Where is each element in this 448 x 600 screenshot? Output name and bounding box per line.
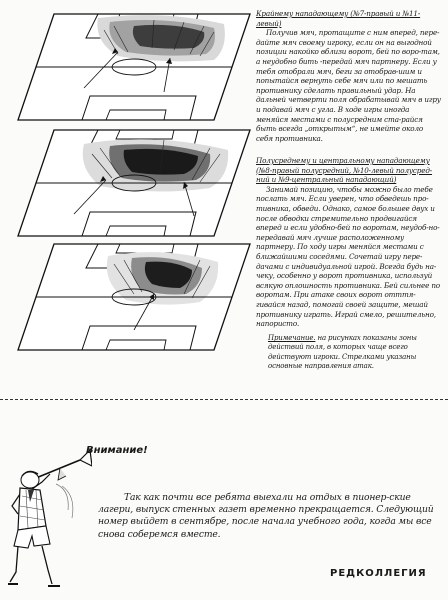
section-winger-heading: Крайнему нападающему (№7-правый и №11-левый): [256, 9, 421, 28]
note-label: Примечание.: [268, 334, 316, 342]
section-inside-forward-body: Занимай позицию, чтобы можно было тебе послать мяч. Если уверен, что обведешь про-тивника, обведи. Однако, самое большее двух и после обводки стремительно продвигайся вперед и если удобно-бей по воротам, неудоб-но-передавай мяч лучше расположенному партнеру. По ходу игры меняйся местами с ближайшими соседями. Сочетай игру пере-дачами с индивидуальной игрой. Всегда будь на-чеку, особенно у ворот противника, используй всякую оплошность противника. Бей сильнее по воротам. При атаке своих ворот отття-гивайся назад, помогай своей защите, мешай противнику играть. Играй смело, решительно, напористо.: [256, 184, 440, 329]
announcement-text: Так как почти все ребята выехали на отдых в пионер-ские лагери, выпуск стенных газет временно прекращается. Следующий номер выйдет в сентябре, после начала учебного года, когда мы все снова соберемся вместе.: [98, 492, 434, 540]
attention-heading: Внимание!: [86, 445, 148, 456]
editorial-signature: РЕДКОЛЛЕГИЯ: [330, 568, 427, 579]
section-inside-forward: [256, 156, 442, 329]
section-winger-body: Получив мяч, протащите с ним вперед, пере-дайте мяч своему игроку, если он на выгодной позиции накойко вблизи ворот, бей по воро-там, а неудобно бить -передай мяч партнеру. Если у тебя отобрали мяч, беги за отобрав-шим и попытайся вернуть себе мяч или по мешать противнику сделать правильный удар. На дальней четверти поля обрабатывай мяч в игру и подавай мяч с угла. В ходе игры иногда меняйся местами с полусредним ста-райся быть всегда „открытым“, не имейте около себя противника.: [256, 28, 441, 143]
field-diagram-centre-forward: [14, 238, 254, 356]
field-diagram-inside-forward: [14, 124, 254, 242]
dashed-divider: [0, 399, 448, 400]
note-body: на рисунках показаны зоны действий поля, в которых чаще всего действуют игроки. Стрелками указаны основные направления атак.: [268, 334, 417, 371]
field-diagram-winger: [14, 8, 254, 126]
bugler-illustration: [6, 440, 92, 590]
note-block: [268, 334, 436, 372]
section-winger: [256, 9, 442, 143]
section-inside-forward-heading: Полусреднему и центральному нападающему (№8-правый полусредний, №10-левый полусред-ний и №9-центральный нападающий): [256, 156, 433, 185]
